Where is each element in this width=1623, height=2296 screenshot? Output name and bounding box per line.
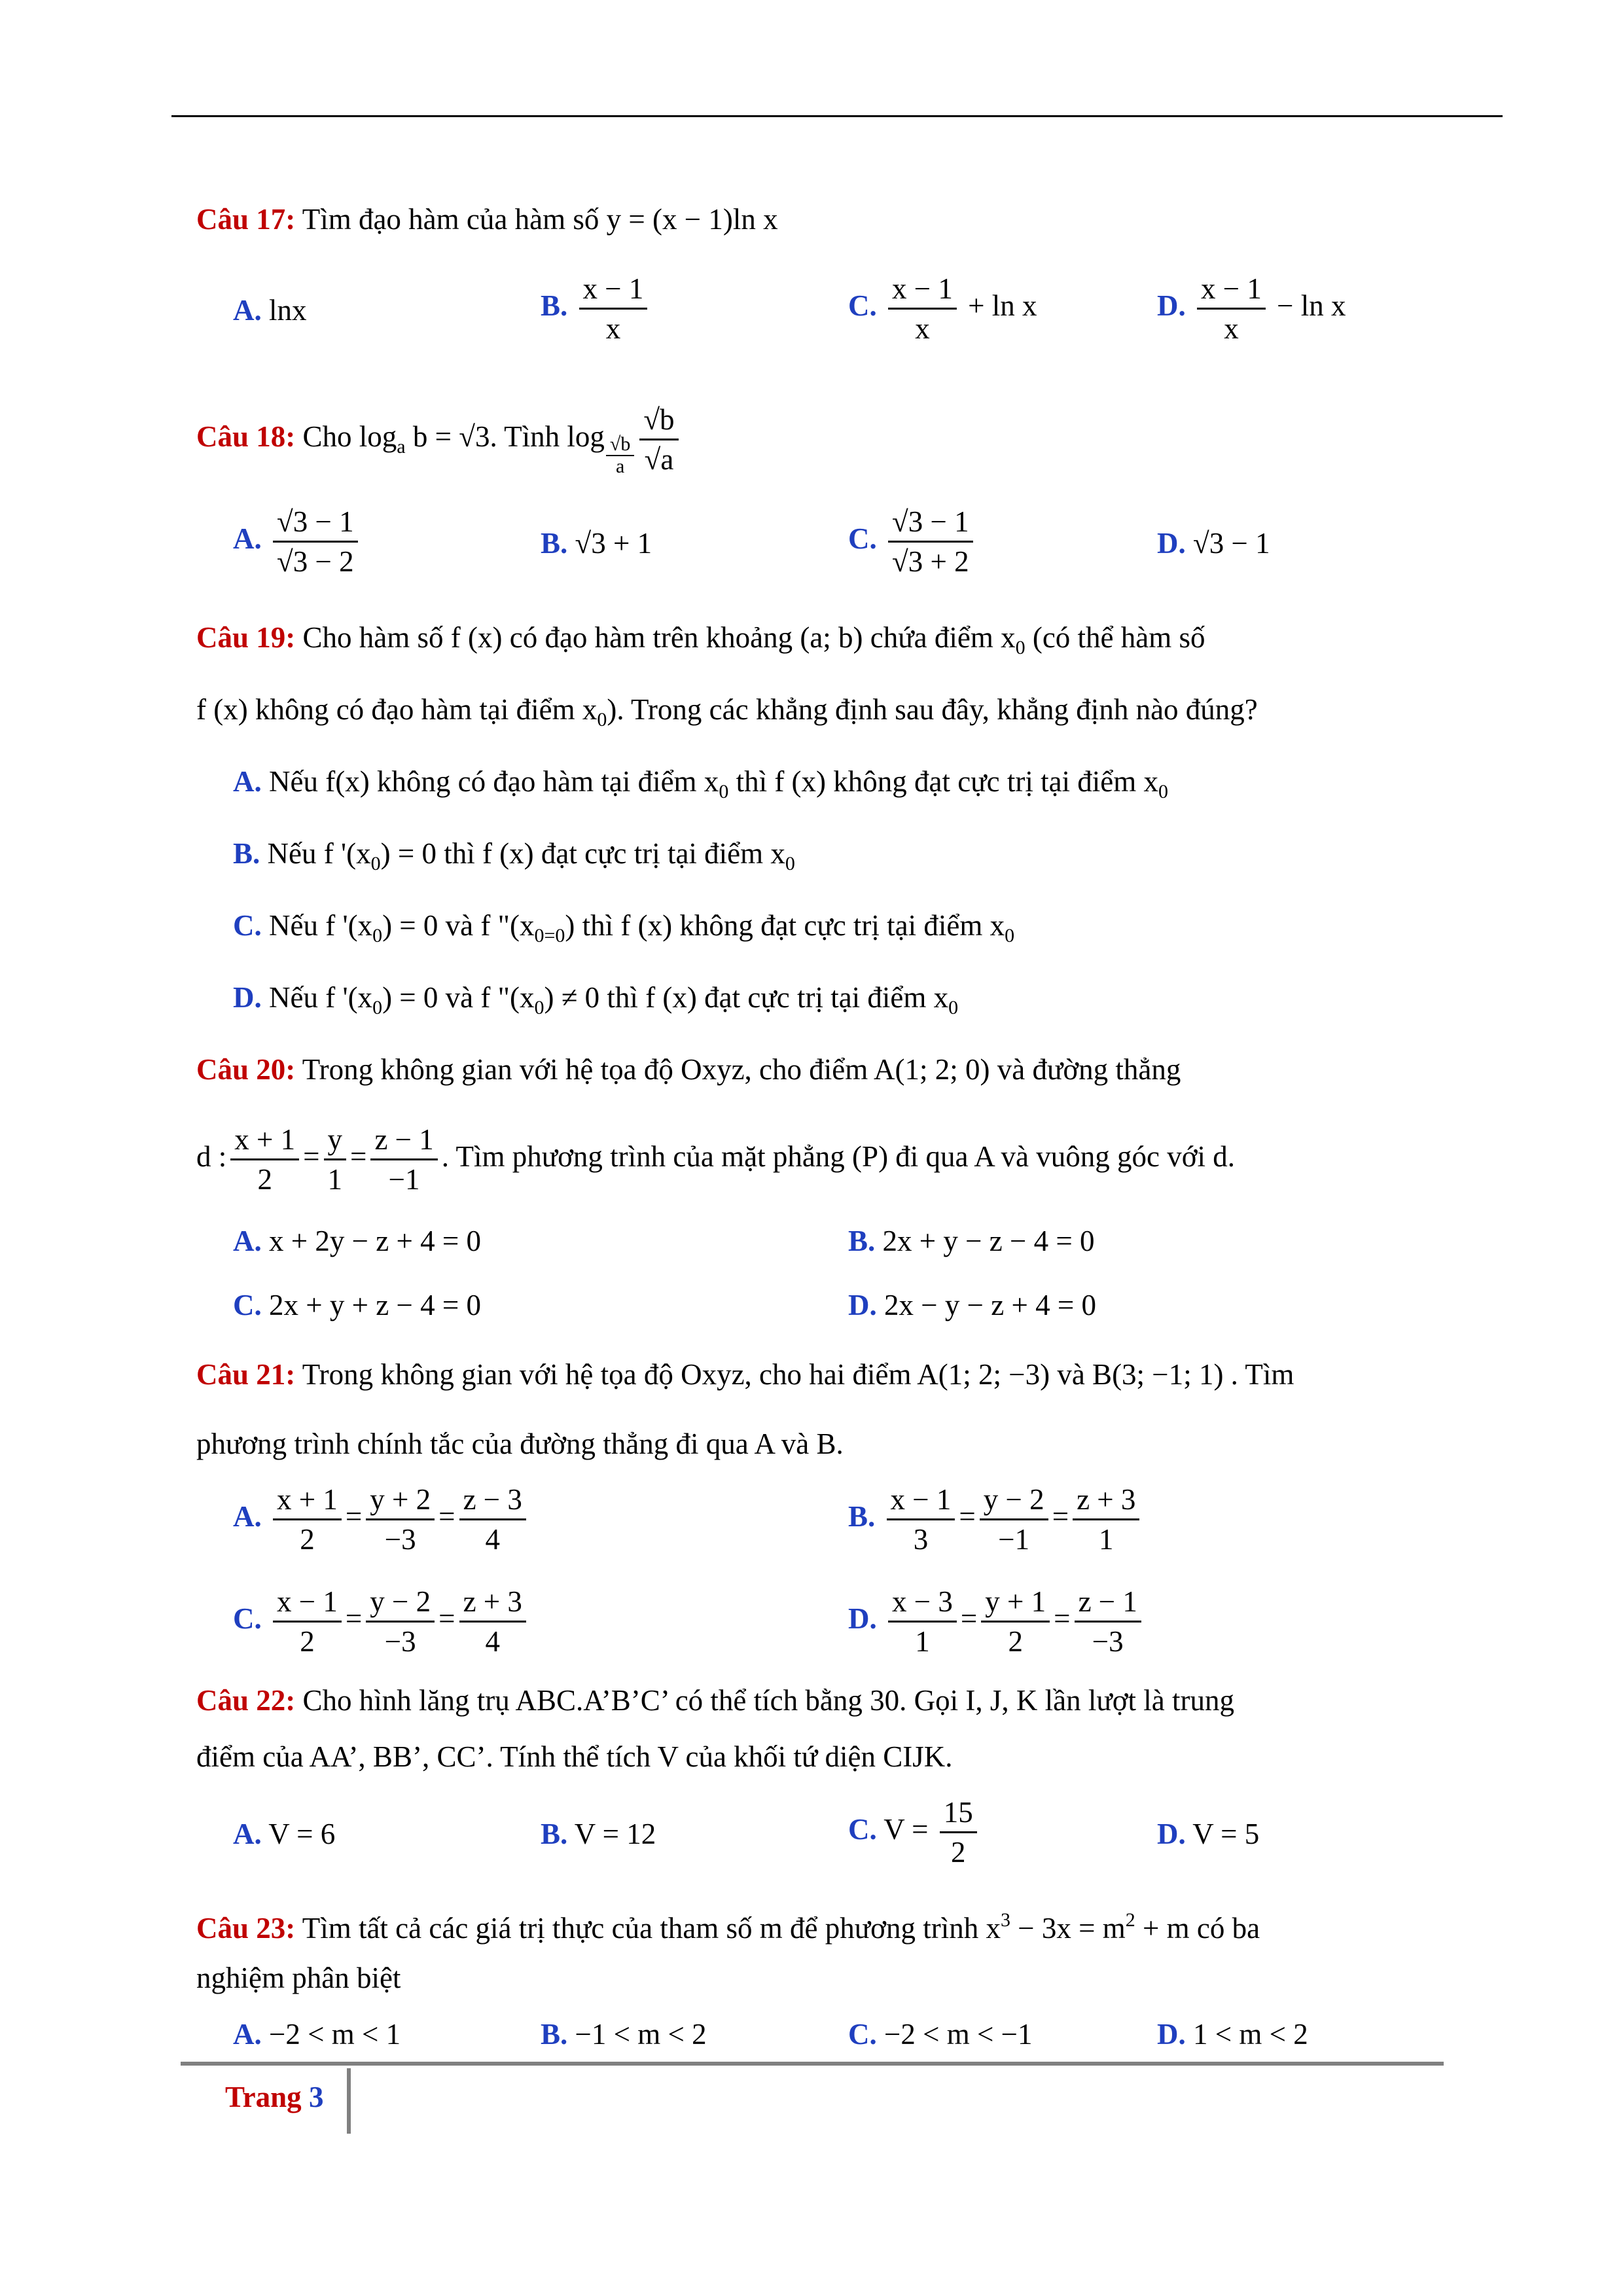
question-label: Câu 23: <box>196 1912 296 1945</box>
fraction: $\frac{√3 - 1}{√3 + 2}$ <box>888 503 973 581</box>
question-19: Câu 19: Cho hàm số f (x) có đạo hàm trên khoảng (a; b) chứa điểm $x_0$ (có thể hàm số <box>196 621 1205 658</box>
option-c: C. 2x + y + z − 4 = 0 <box>233 1289 481 1321</box>
option-b: B. V = 12 <box>541 1818 656 1850</box>
option-a: A. $\frac{x + 1}{2}$ = $\frac{y + 2}{-3}$ = $\frac{z - 3}{4}$ <box>233 1480 530 1558</box>
fraction: $\frac{15}{2}$ <box>940 1793 977 1871</box>
function-expression: y = (x − 1)ln x <box>606 203 778 236</box>
question-18: Câu 18: Cho $\log_a b = √3$. Tình log $\frac{√b}{a}$ $\frac{√b}{√a}$ <box>196 401 1427 478</box>
fraction: $\frac{z - 3}{4}$ <box>459 1480 526 1558</box>
question-text: Tìm đạo hàm của hàm số <box>302 203 599 236</box>
header-rule <box>171 115 1503 117</box>
option-d: D. $\frac{x - 1}{x}$ − ln x <box>1157 270 1346 348</box>
option-a: A. lnx <box>233 294 307 327</box>
question-23-line-2: nghiệm phân biệt <box>196 1962 401 1994</box>
option-d: D. 1 < m < 2 <box>1157 2018 1308 2051</box>
option-b: B. $\frac{x - 1}{x}$ <box>541 270 651 348</box>
fraction: $\frac{x - 1}{x}$ <box>888 270 957 348</box>
option-b: B. −1 < m < 2 <box>541 2018 707 2051</box>
option-d: D. 2x − y − z + 4 = 0 <box>848 1289 1096 1321</box>
question-22: Câu 22: Cho hình lăng trụ ABC.A’B’C’ có thể tích bằng 30. Gọi I, J, K lần lượt là trung <box>196 1684 1234 1717</box>
question-17 <box>196 200 1427 239</box>
option-c: C. −2 < m < −1 <box>848 2018 1033 2051</box>
option-d: D. √3 − 1 <box>1157 527 1270 560</box>
fraction: $\frac{z - 1}{-1}$ <box>370 1121 437 1198</box>
fraction: $\frac{y}{1}$ <box>324 1121 347 1198</box>
option-d: D. Nếu f '$(x_0) = 0$ và f "$(x_0) \ne 0$ thì f (x) đạt cực trị tại điểm $x_0$ <box>233 981 959 1018</box>
fraction: $\frac{x + 1}{2}$ <box>230 1121 299 1198</box>
question-label: Câu 17: <box>196 203 296 236</box>
page-number: Trang 3 <box>225 2081 324 2113</box>
question-21-line-2: phương trình chính tắc của đường thẳng đi qua A và B. <box>196 1427 844 1460</box>
log-base-fraction: $\frac{√b}{a}$ <box>606 434 634 477</box>
fraction: $\frac{x - 1}{x}$ <box>1197 270 1266 348</box>
fraction: $\frac{x + 1}{2}$ <box>273 1480 342 1558</box>
option-c: C. V = $\frac{15}{2}$ <box>848 1793 981 1871</box>
question-label: Câu 21: <box>196 1358 296 1391</box>
question-label: Câu 18: <box>196 420 296 453</box>
option-d: D. $\frac{x - 3}{1}$ = $\frac{y + 1}{2}$ = $\frac{z - 1}{-3}$ <box>848 1583 1145 1660</box>
question-label: Câu 20: <box>196 1053 296 1086</box>
question-20-line-2: d : $\frac{x + 1}{2}$ = $\frac{y}{1}$ = $\frac{z - 1}{-1}$ . Tìm phương trình của mặt phẳng (P) đi qua A và vuông góc với d. <box>196 1121 1427 1198</box>
fraction: $\frac{z + 3}{4}$ <box>459 1583 526 1660</box>
option-c: C. $\frac{√3 - 1}{√3 + 2}$ <box>848 503 977 581</box>
log-argument-fraction: $\frac{√b}{√a}$ <box>639 401 678 478</box>
fraction: $\frac{x - 3}{1}$ <box>888 1583 957 1660</box>
fraction: $\frac{z + 3}{1}$ <box>1073 1480 1139 1558</box>
option-d: D. V = 5 <box>1157 1818 1260 1850</box>
footer-divider <box>347 2068 351 2134</box>
question-23: Câu 23: Tìm tất cả các giá trị thực của tham số m để phương trình $x^3 - 3x = m^2 + m$ có ba <box>196 1909 1260 1945</box>
option-c: C. $\frac{x - 1}{x}$ + ln x <box>848 270 1037 348</box>
option-a: A. x + 2y − z + 4 = 0 <box>233 1225 481 1257</box>
question-19-line-2: f (x) không có đạo hàm tại điểm $x_0$). Trong các khẳng định sau đây, khẳng định nào đúng? <box>196 693 1258 730</box>
question-20: Câu 20: Trong không gian với hệ tọa độ Oxyz, cho điểm A(1; 2; 0) và đường thẳng <box>196 1053 1181 1086</box>
option-a: A. −2 < m < 1 <box>233 2018 401 2051</box>
option-b: B. Nếu f '$(x_0) = 0$ thì f (x) đạt cực trị tại điểm $x_0$ <box>233 837 795 874</box>
fraction: $\frac{z - 1}{-3}$ <box>1075 1583 1141 1660</box>
question-label: Câu 19: <box>196 621 296 654</box>
question-label: Câu 22: <box>196 1684 296 1717</box>
fraction: $\frac{y + 1}{2}$ <box>981 1583 1050 1660</box>
question-21: Câu 21: Trong không gian với hệ tọa độ Oxyz, cho hai điểm A(1; 2; −3) và B(3; −1; 1) . Tìm <box>196 1358 1294 1391</box>
option-b: B. √3 + 1 <box>541 527 652 560</box>
option-c: C. $\frac{x - 1}{2}$ = $\frac{y - 2}{-3}$ = $\frac{z + 3}{4}$ <box>233 1583 530 1660</box>
fraction: $\frac{y - 2}{-1}$ <box>980 1480 1048 1558</box>
question-22-line-2: điểm của AA’, BB’, CC’. Tính thể tích V của khối tứ diện CIJK. <box>196 1740 953 1773</box>
fraction: $\frac{x - 1}{2}$ <box>273 1583 342 1660</box>
fraction: $\frac{x - 1}{3}$ <box>887 1480 955 1558</box>
option-a: A. $\frac{√3 - 1}{√3 - 2}$ <box>233 503 362 581</box>
option-c: C. Nếu f '$(x_0) = 0$ và f "$(x_{0=0})$ thì f (x) không đạt cực trị tại điểm $x_0$ <box>233 909 1015 946</box>
footer-rule <box>181 2062 1444 2066</box>
option-b: B. $\frac{x - 1}{3}$ = $\frac{y - 2}{-1}$ = $\frac{z + 3}{1}$ <box>848 1480 1143 1558</box>
fraction: $\frac{y - 2}{-3}$ <box>366 1583 435 1660</box>
fraction: $\frac{√3 - 1}{√3 - 2}$ <box>273 503 358 581</box>
option-b: B. 2x + y − z − 4 = 0 <box>848 1225 1095 1257</box>
fraction: $\frac{y + 2}{-3}$ <box>366 1480 435 1558</box>
option-a: A. Nếu f(x) không có đạo hàm tại điểm $x_0$ thì f (x) không đạt cực trị tại điểm $x_0$ <box>233 765 1169 802</box>
fraction: $\frac{x - 1}{x}$ <box>579 270 648 348</box>
option-a: A. V = 6 <box>233 1818 336 1850</box>
